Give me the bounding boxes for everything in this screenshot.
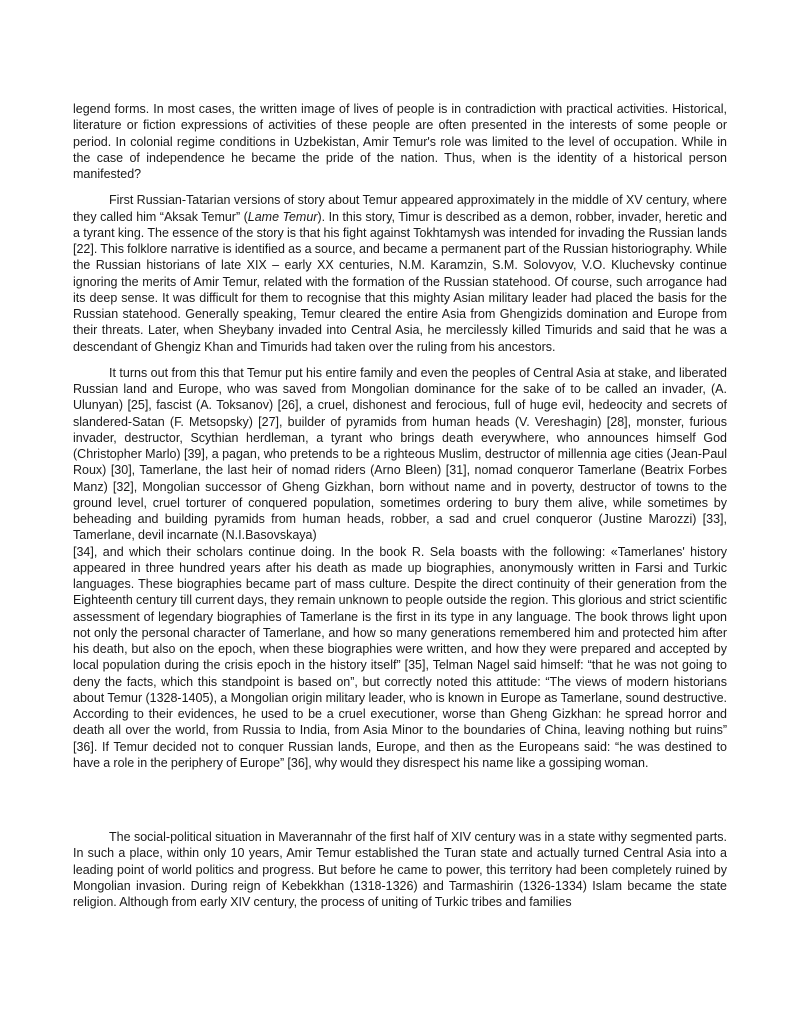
paragraph-2-text-end: ). In this story, Timur is described as a demon, robber, invader, heretic and a tyrant king. The essence of the story is that his fight against Tokhtamysh was intended for invading the Russian lands [22]. This folklore narrative is identified as a source, and became a permanent part of the Russian historiography. While the Russian historians of late XIX – early XX centuries, N.M. Karamzin, S.M. Solovyov, V.O. Kluchevsky continue ignoring the merits of Amir Temur, related with the formation of the Russian statehood. Of course, such arrogance had its deep sense. It was difficult for them to recognise that this mighty Asian military leader had placed the basis for the Russian statehood. Generally speaking, Temur cleared the entire Asia from Ghengizids domination and Europe from their threats. Later, when Sheybany invaded into Central Asia, he mercilessly killed Timurids and said that he was a descendant of Ghengiz Khan and Timurids had taken over the ruling from his ancestors. [73,209,727,354]
paragraph-3: It turns out from this that Temur put his entire family and even the peoples of Central Asia at stake, and liberated Russian land and Europe, who was saved from Mongolian dominance for the sake of to be called an invader, (A. Ulunyan) [25], fascist (A. Toksanov) [26], a cruel, dishonest and ferocious, full of huge evil, hedeocity and secrets of slandered-Satan (F. Metsopsky) [27], builder of pyramids from human heads (V. Vereshagin) [28], monster, furious invader, destructor, Scythian herdleman, a tyrant who brings death everywhere, who announces himself God (Christopher Marlo) [39], a pagan, who pretends to be a righteous Muslim, destructor of millennia age cities (Jean-Paul Roux) [30], Tamerlane, the last heir of nomad riders (Arno Bleen) [31], nomad conqueror Tamerlane (Beatrix Forbes Manz) [32], Mongolian successor of Gheng Gizkhan, born without name and in poverty, destructor of towns to the ground level, cruel torturer of conquered population, sometimes ordering to bury them alive, while sometimes by beheading and building pyramids from human heads, robber, a sad and cruel conqueror (Justine Marozzi) [33], Tamerlane, devil incarnate (N.I.Basovskaya) [73,365,727,543]
paragraph-2 [73,192,727,355]
paragraph-1: legend forms. In most cases, the written image of lives of people is in contradiction with practical activities. Historical, literature or fiction expressions of activities of these people are often presented in the interests of some people or period. In colonial regime conditions in Uzbekistan, Amir Temur's role was limited to the level of occupation. While in the case of independence he became the pride of the nation. Thus, when is the identity of a historical person manifested? [73,102,727,181]
paragraph-5: The social-political situation in Maverannahr of the first half of XIV century was in a state withy segmented parts. In such a place, within only 10 years, Amir Temur established the Turan state and actually turned Central Asia into a leading point of world politics and progress. But before he came to power, this territory had been completely ruined by Mongolian invasion. During reign of Kebekkhan (1318-1326) and Tarmashirin (1326-1334) Islam became the state religion. Although from early XIV century, the process of uniting of Turkic tribes and families [73,830,727,909]
paragraph-2-italic-term: Lame Temur [247,209,318,224]
document-page [73,101,727,920]
paragraph-4: [34], and which their scholars continue doing. In the book R. Sela boasts with the following: «Tamerlanes' history appeared in three hundred years after his death as made up biographies, anonymously written in Farsi and Turkic languages. These biographies became part of mass culture. Despite the direct continuity of their generation from the Eighteenth century till current days, they remain unknown to people outside the region. This glorious and strict scientific assessment of legendary biographies of Tamerlane is the first in its type in any language. The book throws light upon not only the personal character of Tamerlane, and how so many generations remembered him and protected him after his death, but also on the epoch, when these biographies were written, and how they were prepared and accepted by local population during the crisis epoch in the history itself” [35], Telman Nagel said himself: “that he was not going to deny the facts, which this standpoint is based on”, but correctly noted this attitude: “The views of modern historians about Temur (1328-1405), a Mongolian origin military leader, who is known in Europe as Tamerlane, sound destructive. According to their evidences, he used to be a cruel executioner, worse than Gheng Gizkhan: he spread horror and death all over the world, from Russia to India, from Asia Minor to the boundaries of China, leaving nothing but ruins” [36]. If Temur decided not to conquer Russian lands, Europe, and then as the Europeans said: “he was destined to have a role in the periphery of Europe” [36], why would they disrespect his name like a gossiping woman. [73,544,727,770]
paragraph-2-text-start: First Russian-Tatarian versions of story about Temur appeared approximately in the middle of XV century, where they called him “Aksak Temur” ( [73,193,727,224]
section-gap [73,781,727,829]
